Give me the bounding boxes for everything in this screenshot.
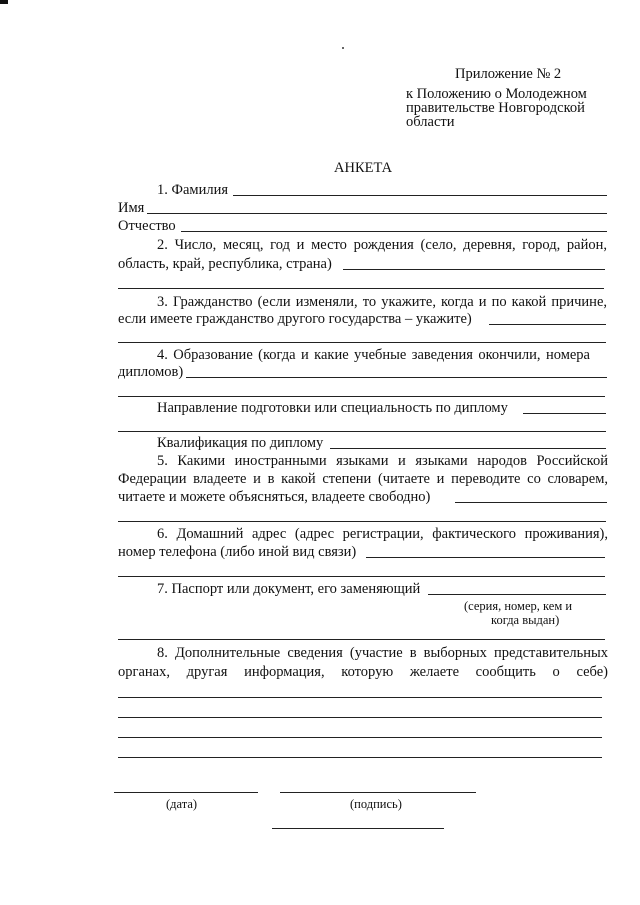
education-line-2[interactable] <box>118 396 605 397</box>
additional-line-4[interactable] <box>118 757 602 758</box>
citizenship-line-1[interactable] <box>489 324 606 325</box>
qualification-label: Квалификация по диплому <box>157 435 324 451</box>
address-question-line-2: номер телефона (либо иной вид связи) <box>118 544 357 560</box>
birth-line-1[interactable] <box>343 269 605 270</box>
education-question-line-2: дипломов) <box>118 364 184 380</box>
birth-question-line-1: 2. Число, месяц, год и место рождения (село, деревня, город, район, <box>157 237 607 253</box>
address-line-1[interactable] <box>366 557 605 558</box>
languages-line-2[interactable] <box>118 521 606 522</box>
languages-question-line-2: Федерации владеете и в какой степени (читаете и переводите со словарем, <box>118 471 608 487</box>
signature-line[interactable] <box>280 792 476 793</box>
form-title: АНКЕТА <box>334 160 393 176</box>
additional-question-line-1: 8. Дополнительные сведения (участие в выборных представительных <box>157 645 608 661</box>
additional-line-2[interactable] <box>118 717 602 718</box>
passport-hint-line-2: когда выдан) <box>491 613 560 627</box>
citizenship-line-2[interactable] <box>118 342 606 343</box>
languages-line-1[interactable] <box>455 502 607 503</box>
passport-line[interactable] <box>428 594 606 595</box>
header-line-3: области <box>406 114 455 130</box>
date-line[interactable] <box>114 792 258 793</box>
name-label: Имя <box>118 200 145 216</box>
signature-label: (подпись) <box>350 797 402 811</box>
birth-line-2[interactable] <box>118 288 604 289</box>
additional-line-3[interactable] <box>118 737 602 738</box>
patronymic-line[interactable] <box>181 231 607 232</box>
header-line-2: правительстве Новгородской <box>406 100 585 116</box>
passport-hint-line-1: (серия, номер, кем и <box>464 599 573 613</box>
education-question-line-1: 4. Образование (когда и какие учебные заведения окончили, номера <box>157 347 590 363</box>
name-line[interactable] <box>147 213 607 214</box>
languages-question-line-1: 5. Какими иностранными языками и языками народов Российской <box>157 453 608 469</box>
appendix-number: Приложение № 2 <box>455 66 562 82</box>
address-question-line-1: 6. Домашний адрес (адрес регистрации, фактического проживания), <box>157 526 608 542</box>
passport-line-2[interactable] <box>118 639 605 640</box>
scan-speck <box>342 47 344 49</box>
citizenship-question-line-2: если имеете гражданство другого государства – укажите) <box>118 311 472 327</box>
address-line-2[interactable] <box>118 576 605 577</box>
passport-label: 7. Паспорт или документ, его заменяющий <box>157 581 421 597</box>
bottom-line <box>272 828 444 829</box>
languages-question-line-3: читаете и можете объясняться, владеете свободно) <box>118 489 431 505</box>
additional-line-1[interactable] <box>118 697 602 698</box>
direction-line-2[interactable] <box>118 431 606 432</box>
additional-question-line-2: органах, другая информация, которую желаете сообщить о себе) <box>118 664 608 680</box>
scan-mark <box>0 0 8 4</box>
surname-line[interactable] <box>233 195 607 196</box>
surname-label: 1. Фамилия <box>157 182 228 198</box>
direction-line-1[interactable] <box>523 413 606 414</box>
header-line-1: к Положению о Молодежном <box>406 86 587 102</box>
birth-question-line-2: область, край, республика, страна) <box>118 256 332 272</box>
citizenship-question-line-1: 3. Гражданство (если изменяли, то укажите, когда и по какой причине, <box>157 294 607 310</box>
patronymic-label: Отчество <box>118 218 176 234</box>
date-label: (дата) <box>166 797 198 811</box>
qualification-line[interactable] <box>330 448 606 449</box>
education-line-1[interactable] <box>186 377 607 378</box>
direction-label: Направление подготовки или специальность по диплому <box>157 400 508 416</box>
